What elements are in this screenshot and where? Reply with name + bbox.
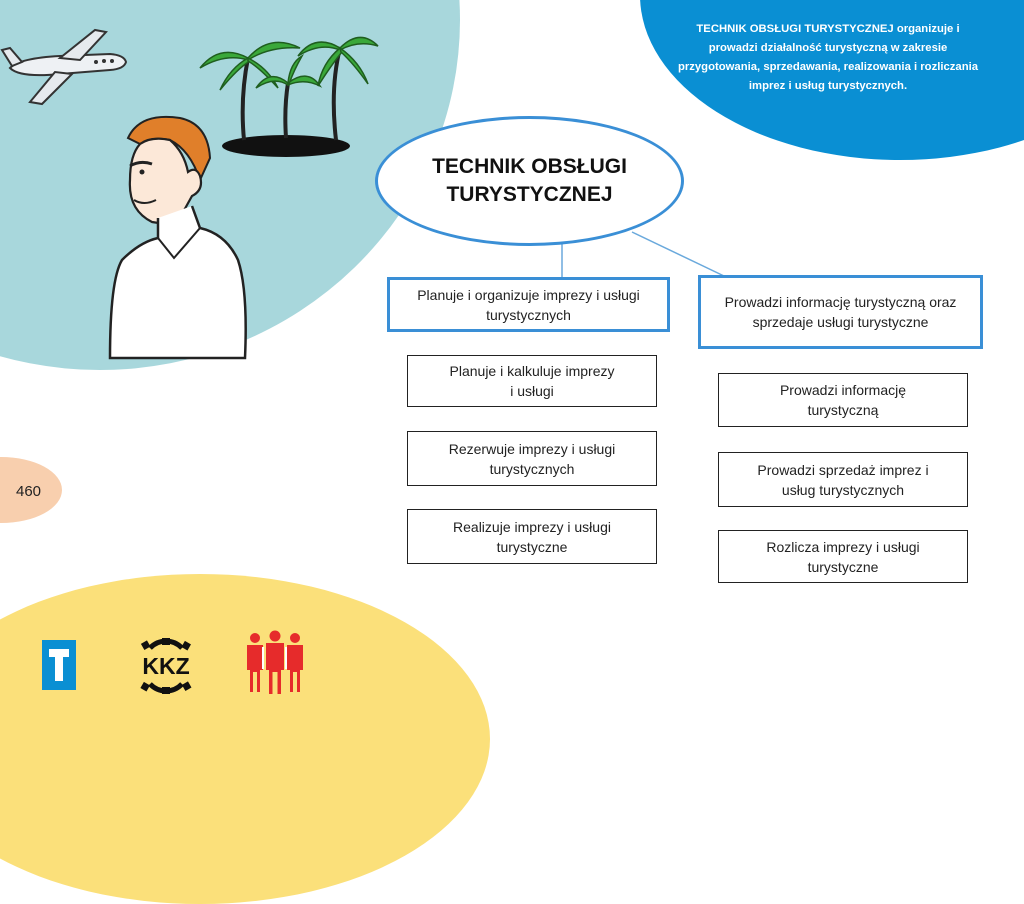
diagram-title: TECHNIK OBSŁUGI TURYSTYCZNEJ [432,155,627,206]
logo-kkz-text: KKZ [142,653,190,679]
logo-t-glyph-icon [42,640,76,690]
logo-kkz-icon [128,638,204,694]
left-task-box-1 [407,355,657,407]
right-task-box-1 [718,373,968,427]
left-task-box-2 [407,431,657,486]
left-task-1: Planuje i kalkuluje imprezy i usługi [449,363,615,399]
left-task-2: Rezerwuje imprezy i usługi turystycznych [448,440,616,477]
left-task-box-3 [407,509,657,564]
people-group-icon [243,630,307,696]
left-branch-heading-box [387,277,670,332]
right-task-3: Rozlicza imprezy i usługi turystyczne [766,538,920,575]
description-text: TECHNIK OBSŁUGI TURYSTYCZNEJ organizuje i prowadzi działalność turystyczną w zakresie przygotowania, sprzedawania, realizowania i rozliczania imprez i usług turystycznych. [677,23,979,92]
right-task-1: Prowadzi informację turystyczną [779,382,907,418]
page-number: 460 [16,483,42,500]
title-ellipse [375,116,684,246]
right-task-box-3 [718,530,968,583]
right-task-box-2 [718,452,968,507]
right-branch-heading-box [698,275,983,349]
left-task-3: Realizuje imprezy i usługi turystyczne [453,518,611,555]
logo-t [42,640,76,690]
right-task-2: Prowadzi sprzedaż imprez i usług turystycznych [757,461,929,498]
right-branch-heading: Prowadzi informację turystyczną oraz sprzedaje usługi turystyczne [724,294,957,330]
left-branch-heading: Planuje i organizuje imprezy i usługi turystycznych [417,286,640,323]
